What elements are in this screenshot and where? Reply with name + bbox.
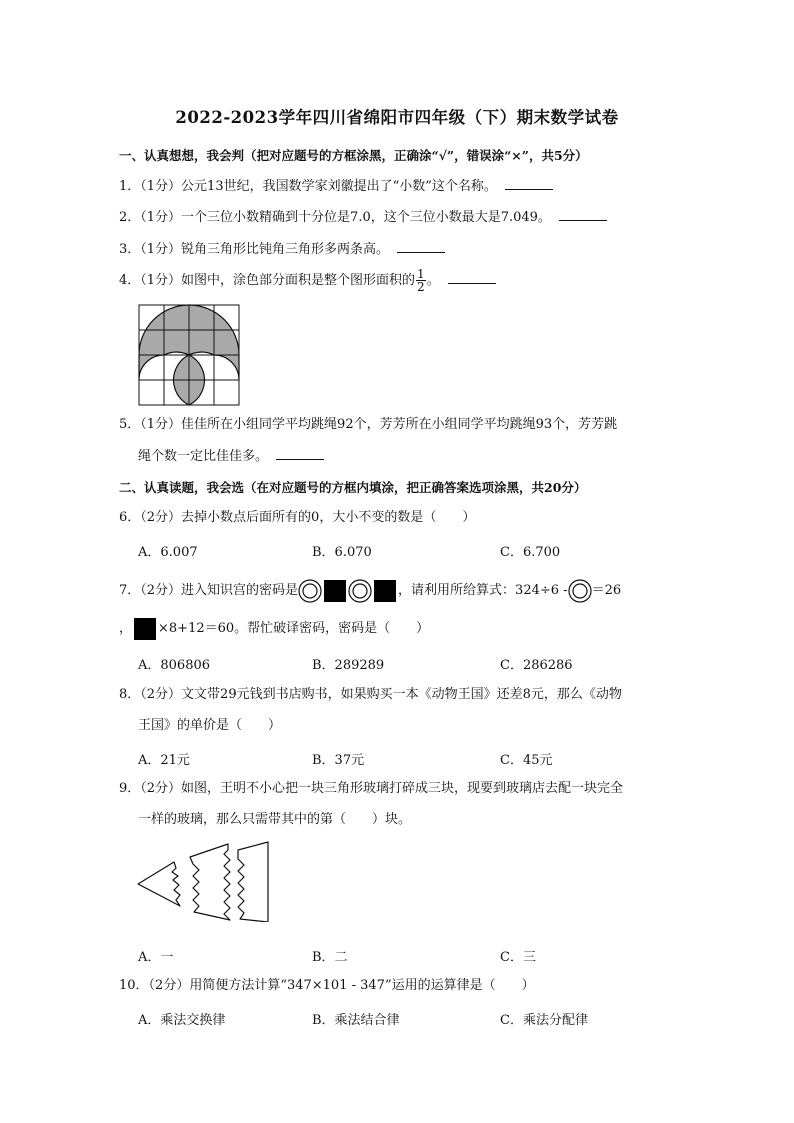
question-5-line2: 绳个数一定比佳佳多。 [138,447,324,466]
question-5-line1: 5．（1分）佳佳所在小组同学平均跳绳92个，芳芳所在小组同学平均跳绳93个，芳芳跳 [119,417,618,432]
option-c[interactable]: C．6.700 [500,545,561,560]
broken-glass-figure [136,840,272,922]
question-10: 10．（2分）用简便方法计算“347×101 - 347”运用的运算律是（ ） [119,978,535,993]
question-8-line1: 8．（2分）文文带29元钱到书店购书，如果购买一本《动物王国》还差8元，那么《动物 [119,687,622,702]
question-8-line2: 王国》的单价是（ ） [138,718,282,733]
answer-blank[interactable] [448,271,496,284]
shaded-grid-figure [138,304,242,406]
double-circle-icon [568,579,592,603]
question-7-line1: 7．（2分）进入知识宫的密码是 ，请利用所给算式：324÷6 - ＝26 [119,576,621,606]
option-b[interactable]: B．二 [312,950,348,965]
option-b[interactable]: B．37元 [312,753,365,768]
option-c[interactable]: C．三 [500,950,536,965]
page-title: 2022-2023学年四川省绵阳市四年级（下）期末数学试卷 [175,108,619,127]
answer-blank[interactable] [397,240,445,253]
question-6: 6．（2分）去掉小数点后面所有的0，大小不变的数是（ ） [119,510,476,525]
double-circle-icon [298,579,322,603]
section-heading-choice: 二、认真读题，我会选（在对应题号的方框内填涂，把正确答案选项涂黑，共20分） [119,480,587,495]
black-square-icon [324,580,346,602]
glass-piece-3 [238,842,268,922]
double-circle-icon [348,579,372,603]
option-a[interactable]: A．6.007 [138,545,198,560]
glass-piece-2 [190,844,230,920]
black-square-icon [374,580,396,602]
question-9-line1: 9．（2分）如图，王明不小心把一块三角形玻璃打碎成三块，现要到玻璃店去配一块完全 [119,781,624,796]
option-c[interactable]: C．45元 [500,753,553,768]
question-9-line2: 一样的玻璃，那么只需带其中的第（ ）块。 [138,812,412,827]
fraction: $\frac{1}{2}$ [417,267,425,294]
question-4: 4．（1分）如图中，涂色部分面积是整个图形面积的 $\frac{1}{2}$ 。 [119,266,496,296]
option-b[interactable]: B．6.070 [312,545,372,560]
question-1: 1．（1分）公元13世纪，我国数学家刘徽提出了“小数”这个名称。 [119,177,553,196]
answer-blank[interactable] [276,447,324,460]
option-a[interactable]: A．乘法交换律 [138,1013,226,1028]
option-b[interactable]: B．289289 [312,658,385,673]
option-b[interactable]: B．乘法结合律 [312,1013,400,1028]
answer-blank[interactable] [559,208,607,221]
section-heading-judgement: 一、认真想想，我会判（把对应题号的方框涂黑，正确涂“√”，错误涂“×”，共5分） [119,148,588,163]
question-3: 3．（1分）锐角三角形比钝角三角形多两条高。 [119,240,445,259]
option-a[interactable]: A．806806 [138,658,211,673]
glass-piece-1 [138,862,180,906]
option-c[interactable]: C．286286 [500,658,573,673]
black-square-icon [134,618,156,640]
question-2: 2．（1分）一个三位小数精确到十分位是7.0，这个三位小数最大是7.049。 [119,208,607,227]
option-a[interactable]: A．21元 [138,753,190,768]
question-7-line2: ， ×8+12＝60。帮忙破译密码，密码是（ ） [119,616,429,642]
answer-blank[interactable] [505,177,553,190]
option-c[interactable]: C．乘法分配律 [500,1013,588,1028]
option-a[interactable]: A．一 [138,950,174,965]
